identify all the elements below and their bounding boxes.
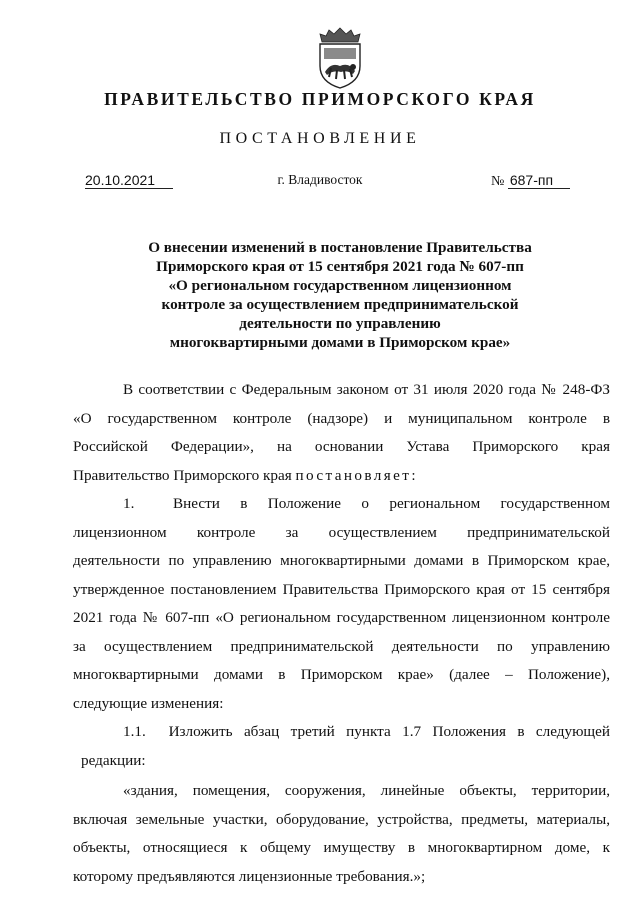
- document-body: [73, 376, 610, 891]
- item1-line: следующие изменения:: [73, 694, 224, 712]
- subject-line: деятельности по управлению: [239, 315, 441, 332]
- subject-line: «О региональном государственном лицензионном: [168, 277, 512, 294]
- quote-line: «здания, помещения, сооружения, линейные объекты, территории,: [123, 782, 610, 799]
- subject-line: контроле за осуществлением предпринимательской: [161, 296, 519, 313]
- item11-text: Изложить абзац третий пункта 1.7 Положения в следующей: [168, 723, 611, 740]
- government-title: ПРАВИТЕЛЬСТВО ПРИМОРСКОГО КРАЯ: [104, 89, 536, 109]
- item1-line: за осуществлением предпринимательской деятельности по управлению: [73, 637, 610, 655]
- preamble-line: Российской Федерации», на основании Устава Приморского края: [73, 438, 610, 455]
- subject-line: многоквартирными домами в Приморском крае»: [169, 334, 511, 351]
- quote-line: которому предъявляются лицензионные требования.»;: [73, 867, 426, 885]
- preamble-line: В соответствии с Федеральным законом от 31 июля 2020 года № 248-ФЗ: [123, 381, 610, 398]
- document-number: [491, 172, 570, 190]
- number-sign: №: [491, 174, 505, 189]
- document-type: ПОСТАНОВЛЕНИЕ: [219, 130, 421, 147]
- item1-line: утвержденное постановлением Правительства Приморского края от 15 сентября: [73, 580, 610, 598]
- number-value: 687-пп: [508, 172, 570, 189]
- item11-number: 1.1.: [123, 723, 146, 740]
- document-date: 20.10.2021: [85, 172, 173, 189]
- item11-line: [73, 718, 610, 747]
- item1-line: многоквартирными домами в Приморском крае» (далее – Положение),: [73, 666, 610, 683]
- document-subject: [0, 238, 640, 352]
- preamble-verb: постановляет:: [295, 466, 418, 484]
- subject-line: Приморского края от 15 сентября 2021 года № 607-пп: [156, 258, 524, 275]
- item1-text: Внести в Положение о региональном государственном: [173, 495, 610, 512]
- coat-of-arms-icon: [313, 26, 367, 90]
- preamble-subject: Правительство Приморского края: [73, 466, 296, 484]
- item1-line: лицензионном контроле за осуществлением предпринимательской: [73, 523, 610, 541]
- item1-line: 2021 года № 607-пп «О региональном государственном лицензионном контроле: [73, 609, 610, 626]
- subject-line: О внесении изменений в постановление Правительства: [148, 239, 532, 256]
- quote-line: включая земельные участки, оборудование, устройства, предметы, материалы,: [73, 810, 610, 828]
- item11-line: редакции:: [81, 751, 146, 769]
- item1-line: [73, 490, 610, 519]
- item1-number: 1.: [123, 495, 135, 512]
- preamble-line: «О государственном контроле (надзоре) и муниципальном контроле в: [73, 409, 610, 427]
- document-city: г. Владивосток: [277, 172, 363, 187]
- item1-line: деятельности по управлению многоквартирными домами в Приморском крае,: [73, 552, 610, 569]
- preamble-line: [73, 462, 610, 491]
- quote-line: объекты, относящиеся к общему имуществу в многоквартирном доме, к: [73, 839, 610, 856]
